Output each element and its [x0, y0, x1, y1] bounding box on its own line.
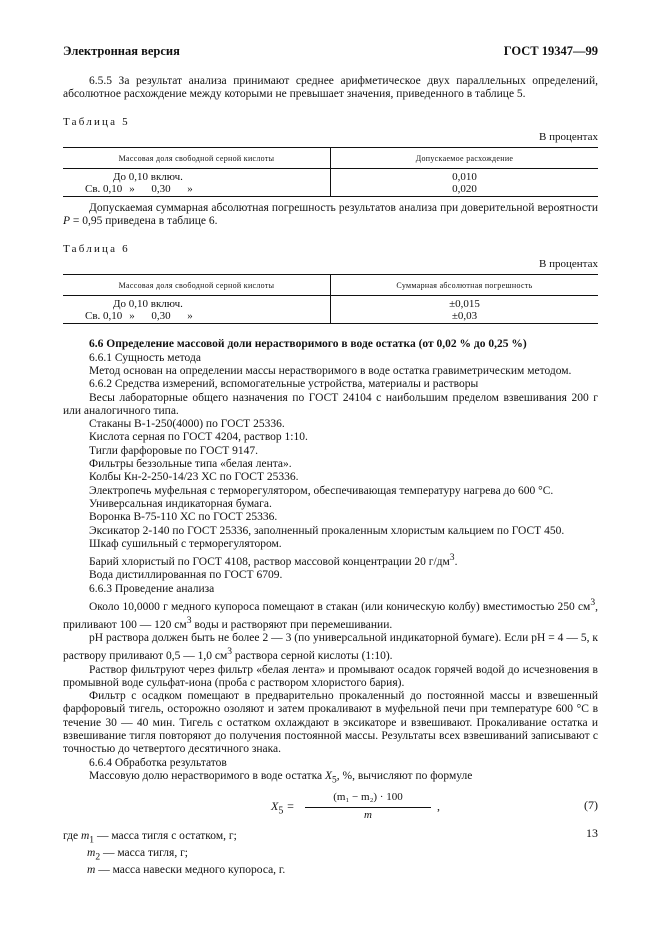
table-5-value-cell: [331, 169, 599, 197]
equipment-item: Колбы Кн-2-250-14/23 ХС по ГОСТ 25336.: [89, 471, 299, 484]
page-header: [63, 44, 598, 60]
ditto-mark: »: [187, 183, 193, 196]
equipment-item: Весы лабораторные общего назначения по ГОСТ 24104 с наибольшим пределом взвешивания 200 г или аналогичного типа.: [63, 391, 598, 417]
paragraph-6-5-5: 6.5.5 За результат анализа принимают среднее арифметическое двух параллельных определений, абсолютное расхождение между которыми не превышает значения, приведенного в таблице 5.: [63, 75, 598, 101]
range-prefix: Св. 0,10: [85, 310, 123, 323]
text-span: раствора серной кислоты (1:10).: [232, 650, 393, 663]
formula-lhs: [271, 800, 294, 818]
text-span: , %, вычисляют по формуле: [336, 769, 473, 782]
table-6-range-2: [63, 310, 330, 322]
variable-p: P: [63, 215, 71, 228]
table-5-range-cell: [63, 169, 331, 197]
table-6-header-concentration: Массовая доля свободной серной кислоты: [63, 275, 331, 296]
table-6-caption: Таблица 6: [63, 242, 130, 255]
paragraph-filtration: Раствор фильтруют через фильтр «белая лента» и промывают осадок горячей водой до исчезновения в промывной воде сульфат-иона (проба с раствором хлористого бария).: [63, 663, 598, 689]
range-upper: 0,30: [151, 183, 171, 196]
subscript: 5: [278, 805, 284, 817]
table-6-range-1: До 0,10 включ.: [113, 298, 183, 311]
table-row: [63, 296, 598, 324]
formula-number: (7): [584, 798, 598, 813]
table-5: [63, 147, 598, 197]
text-span: Барий хлористый по ГОСТ 4108, раствор массовой концентрации 20 г/дм: [89, 555, 450, 568]
table-5-range-2: [63, 183, 330, 195]
definition-m2: [63, 847, 598, 864]
text-span: = 0,95 приведена в таблице 6.: [70, 215, 218, 228]
subheading-6-6-4: 6.6.4 Обработка результатов: [89, 756, 227, 769]
formula-variable: X: [271, 799, 279, 814]
subheading-6-6-2: 6.6.2 Средства измерений, вспомогательные устройства, материалы и растворы: [89, 378, 479, 391]
formula-7: [63, 790, 598, 824]
paragraph-weighing: [63, 596, 598, 632]
definition-m1: [63, 830, 598, 847]
table-row: [63, 169, 598, 197]
table-5-header-concentration: Массовая доля свободной серной кислоты: [63, 148, 331, 169]
superscript: 3: [590, 596, 596, 608]
section-heading-6-6: 6.6 Определение массовой доли нерастворимого в воде остатка (от 0,02 % до 0,25 %): [89, 338, 527, 351]
equipment-item-water: Вода дистиллированная по ГОСТ 6709.: [89, 569, 283, 582]
table-5-header-tolerance: Допускаемое расхождение: [331, 148, 599, 169]
subscript: 5: [332, 774, 337, 786]
variable-m: m: [87, 863, 96, 876]
table-6-unit: В процентах: [539, 258, 598, 271]
variable-m: m: [87, 847, 96, 860]
ditto-mark: »: [187, 310, 193, 323]
text-span: Допускаемая суммарная абсолютная погрешность результатов анализа при доверительной вероятности: [89, 202, 598, 215]
text-span: .: [454, 555, 458, 568]
paragraph-calculation: [63, 770, 598, 787]
ditto-mark: »: [129, 310, 135, 323]
paragraph-ph: [63, 632, 598, 663]
formula-denominator: m: [364, 808, 372, 821]
subscript: 1: [89, 834, 95, 846]
equipment-item: Стаканы В-1-250(4000) по ГОСТ 25336.: [89, 418, 285, 431]
table-6: [63, 274, 598, 324]
range-prefix: Св. 0,10: [85, 183, 123, 196]
formula-comma: ,: [437, 799, 440, 814]
table-6-header-error: Суммарная абсолютная погрешность: [331, 275, 599, 296]
equipment-item: Фильтры беззольные типа «белая лента».: [89, 458, 292, 471]
text-span: pH раствора должен быть не более 2 — 3 (по универсальной индикаторной бумаге). Если pH = 4 — 5, к раствору приливают 0,5 — 1,0 см: [63, 632, 598, 663]
page-number: 13: [586, 826, 598, 840]
paragraph-calcination: Фильтр с осадком помещают в предварительно прокаленный до постоянной массы и взвешенный фарфоровый тигель, осторожно озоляют и затем прокаливают в муфельной печи при температуре 600 °С в течение 30 — 40 мин. Тигель с остатком охлаждают в эксикаторе и взвешивают. Прокаливание остатка и взвешивание тигля повторяют до получения постоянной массы. Результаты всех взвешиваний записывают с точностью до четвертого десятичного знака.: [63, 690, 598, 756]
subscript: 2: [95, 851, 101, 863]
text-span: Массовую долю нерастворимого в воде остатка: [89, 769, 325, 782]
equipment-item: Электропечь муфельная с терморегулятором, обеспечивающая температуру нагрева до 600 °С.: [89, 484, 554, 497]
formula-fraction: [305, 791, 431, 822]
paragraph-table-6-intro: [63, 202, 598, 229]
header-edition: Электронная версия: [63, 44, 180, 58]
text-span: Около 10,0000 г медного купороса помещают в стакан (или коническую колбу) вместимостью 250 см: [89, 600, 591, 613]
equipment-item-barium: [63, 551, 598, 569]
table-5-unit: В процентах: [539, 130, 598, 143]
table-6-value-2: ±0,03: [451, 310, 478, 323]
table-5-range-1: До 0,10 включ.: [113, 171, 183, 184]
text-span: — масса тигля с остатком, г;: [94, 830, 237, 843]
formula-definitions: [63, 830, 598, 876]
range-upper: 0,30: [151, 310, 171, 323]
superscript: 3: [449, 552, 455, 564]
text-span: — масса навески медного купороса, г.: [95, 863, 286, 876]
equipment-item: Кислота серная по ГОСТ 4204, раствор 1:10.: [89, 431, 308, 444]
equipment-item: Шкаф сушильный с терморегулятором.: [89, 537, 282, 550]
table-5-value-2: 0,020: [452, 183, 477, 196]
table-5-value-1: 0,010: [452, 171, 477, 184]
subheading-6-6-3: 6.6.3 Проведение анализа: [89, 582, 215, 595]
table-6-value-cell: [331, 296, 599, 324]
equals-sign: =: [283, 799, 295, 814]
superscript: 3: [186, 614, 192, 626]
variable-x: X: [324, 769, 332, 782]
equipment-item: Тигли фарфоровые по ГОСТ 9147.: [89, 444, 258, 457]
definition-m: [63, 864, 598, 877]
paragraph-method: Метод основан на определении массы нерастворимого в воде остатка гравиметрическим методом.: [89, 364, 572, 377]
ditto-mark: »: [129, 183, 135, 196]
equipment-item: Воронка В-75-110 ХС по ГОСТ 25336.: [89, 511, 278, 524]
equipment-item: Универсальная индикаторная бумага.: [89, 497, 272, 510]
text-span: — масса тигля, г;: [100, 847, 188, 860]
text-span: , приливают 100 — 120 см: [63, 600, 598, 631]
variable-m: m: [80, 830, 90, 843]
header-standard-number: ГОСТ 19347—99: [503, 44, 598, 58]
text-span: воды и растворяют при перемешивании.: [191, 618, 393, 631]
equipment-item: Эксикатор 2-140 по ГОСТ 25336, заполненный прокаленным хлористым кальцием по ГОСТ 450.: [89, 524, 565, 537]
table-6-range-cell: [63, 296, 331, 324]
page-content: [63, 75, 598, 877]
subheading-6-6-1: 6.6.1 Сущность метода: [89, 351, 201, 364]
text-span: где: [63, 830, 79, 843]
table-5-caption: Таблица 5: [63, 115, 130, 128]
formula-numerator: (m₁ − m₂) · 100: [305, 791, 431, 807]
superscript: 3: [227, 646, 233, 658]
table-6-value-1: ±0,015: [449, 298, 480, 311]
